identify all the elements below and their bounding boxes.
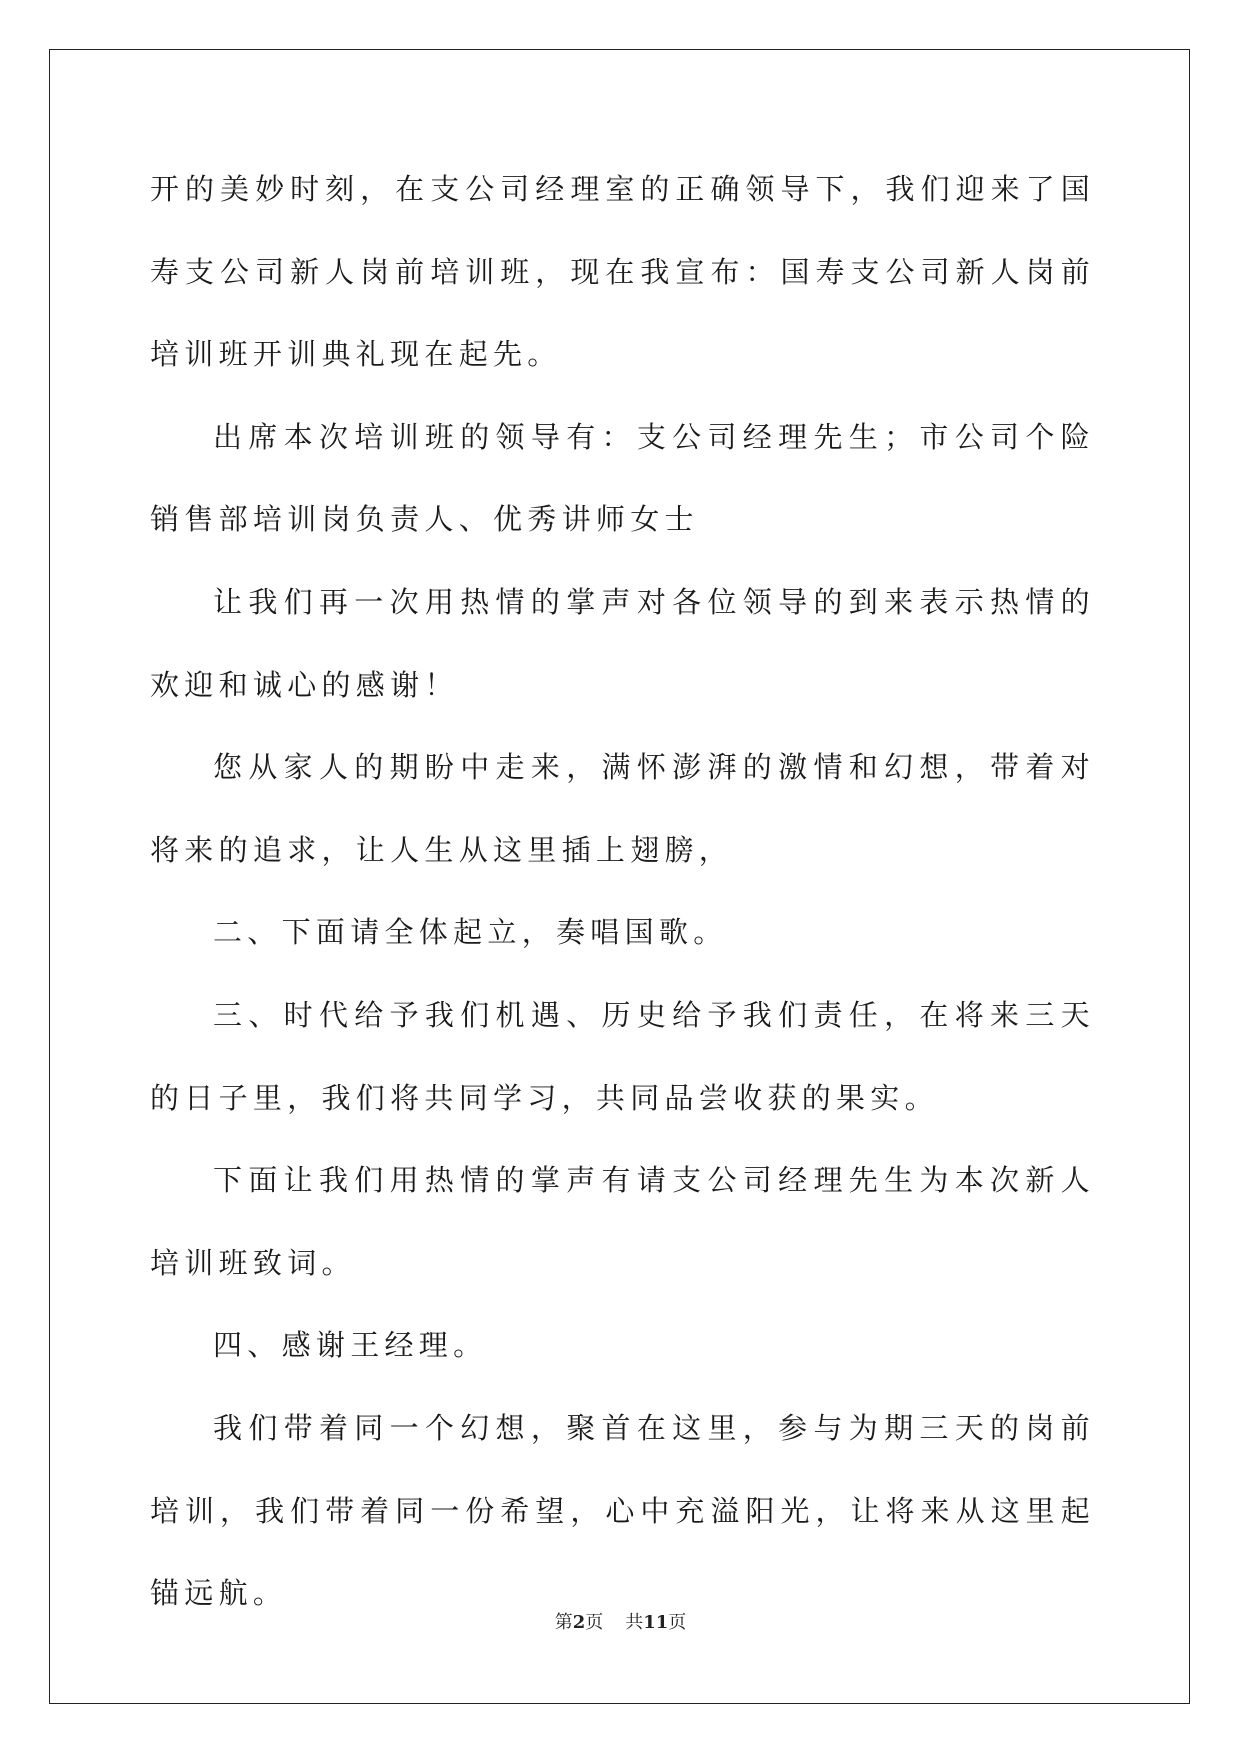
page-footer (0, 1608, 1241, 1634)
total-suffix: 页 (668, 1612, 687, 1633)
total-prefix: 共 (625, 1612, 644, 1633)
page-total: 11 (643, 1612, 669, 1633)
paragraph-4: 您从家人的期盼中走来，满怀澎湃的激情和幻想，带着对将来的追求，让人生从这里插上翅膀， (150, 750, 1095, 867)
paragraph-8: 四、感谢王经理。 (213, 1328, 488, 1363)
paragraph-7: 下面让我们用热情的掌声有请支公司经理先生为本次新人培训班致词。 (150, 1163, 1095, 1280)
paragraph-2: 出席本次培训班的领导有：支公司经理先生；市公司个险销售部培训岗负责人、优秀讲师女士 (150, 419, 1095, 537)
paragraph-3: 让我们再一次用热情的掌声对各位领导的到来表示热情的欢迎和诚心的感谢！ (150, 584, 1095, 702)
page-prefix: 第 (554, 1612, 573, 1633)
page-suffix: 页 (585, 1612, 604, 1633)
paragraph-1: 开的美妙时刻，在支公司经理室的正确领导下，我们迎来了国寿支公司新人岗前培训班，现在我宣布：国寿支公司新人岗前培训班开训典礼现在起先。 (150, 172, 1095, 372)
paragraph-5: 二、下面请全体起立，奏唱国歌。 (213, 915, 728, 950)
document-body (150, 148, 1095, 1635)
paragraph-6: 三、时代给予我们机遇、历史给予我们责任，在将来三天的日子里，我们将共同学习，共同品尝收获的果实。 (150, 997, 1095, 1115)
page-current: 2 (572, 1612, 586, 1633)
paragraph-9: 我们带着同一个幻想，聚首在这里，参与为期三天的岗前培训，我们带着同一份希望，心中充溢阳光，让将来从这里起锚远航。 (150, 1410, 1095, 1611)
